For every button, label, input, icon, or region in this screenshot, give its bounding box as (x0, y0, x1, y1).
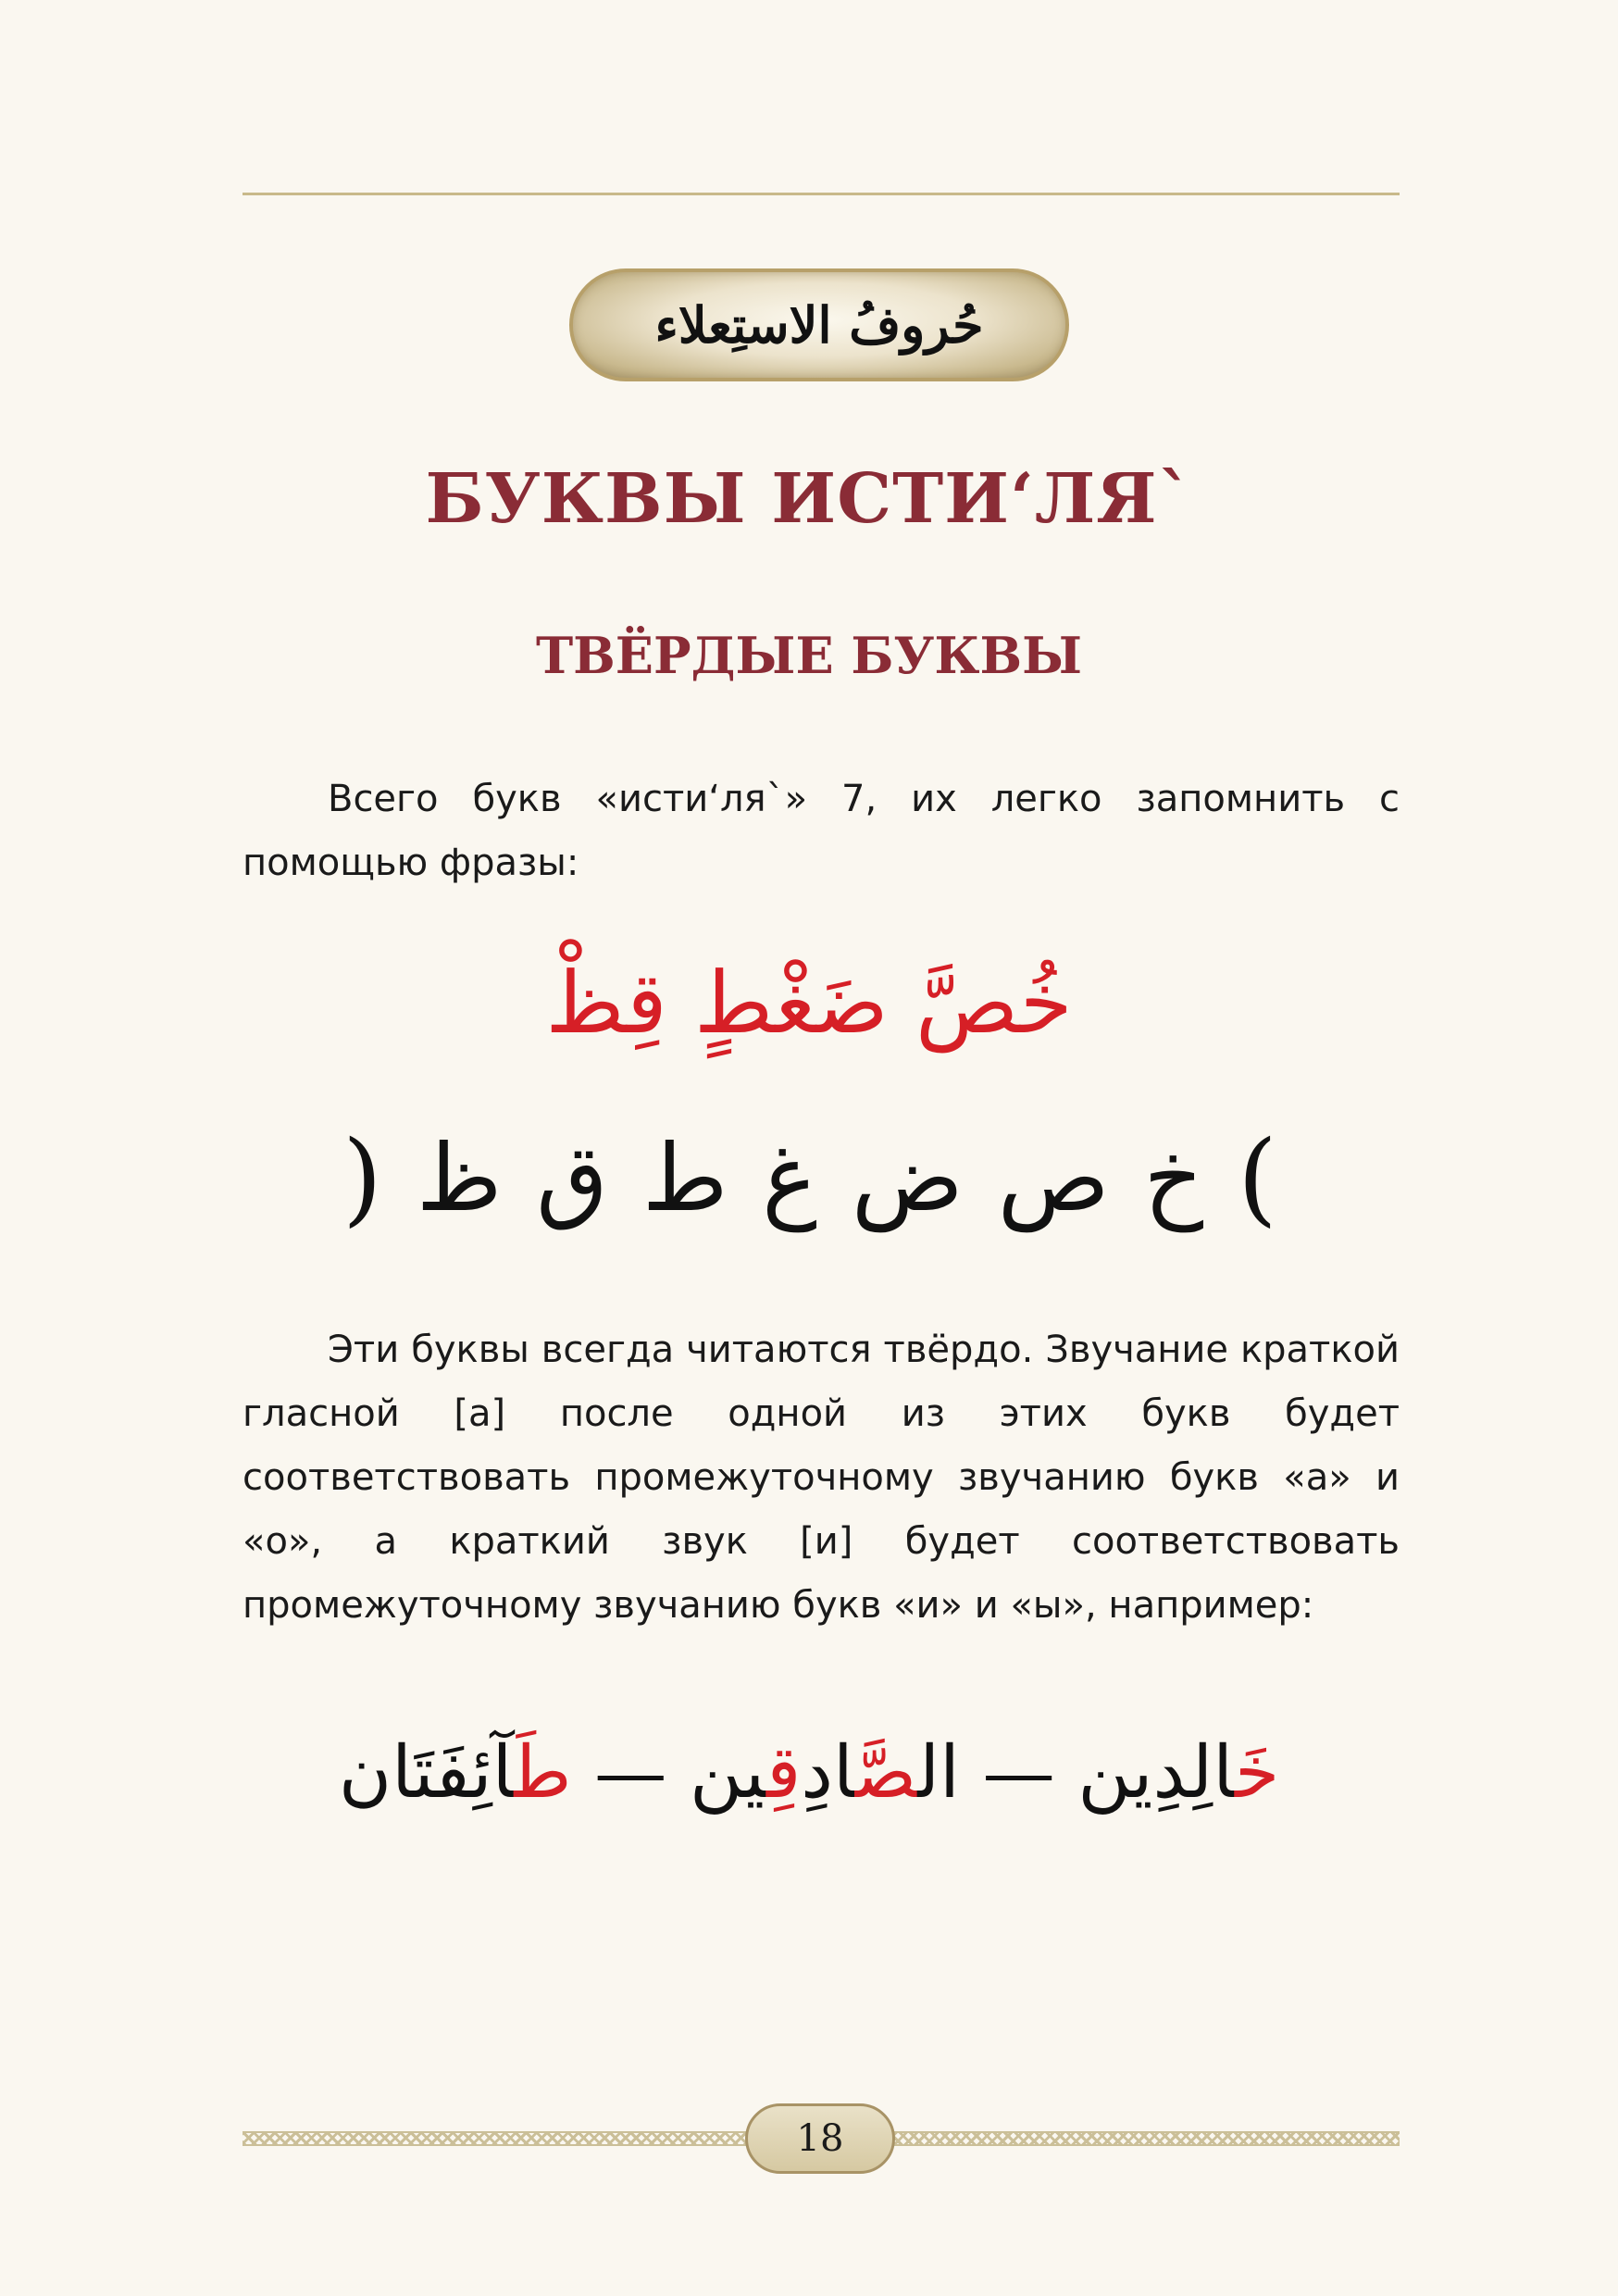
page-number-badge (745, 2103, 895, 2174)
main-heading: БУКВЫ ИСТИʻЛЯ` (425, 459, 1193, 539)
example-2-highlight: صَّ (854, 1731, 918, 1815)
explanation-paragraph: Эти буквы всегда читаются твёрдо. Звучание краткой гласной [а] после одной из этих букв будет соответствовать промежуточному звучанию букв «а» и «о», а краткий звук [и] будет соответствовать промежуточному звучанию букв «и» и «ы», например: (243, 1329, 1400, 1627)
example-2-middle: ادِ (801, 1731, 855, 1815)
letter-za: ظ (416, 1123, 503, 1232)
letter-ghayn: غ (762, 1123, 817, 1232)
arabic-title-badge (569, 268, 1069, 381)
example-3-highlight: طَ (514, 1731, 572, 1815)
page-number: 18 (796, 2117, 844, 2160)
example-1-highlight: خَ (1234, 1731, 1280, 1815)
close-paren: ) (342, 1118, 382, 1237)
sub-heading: ТВЁРДЫЕ БУКВЫ (535, 626, 1083, 685)
letter-ta: ط (641, 1123, 728, 1232)
arabic-title: حُروفُ الاستِعلاء (654, 295, 984, 355)
example-2-suffix: ين (690, 1731, 766, 1815)
example-1-rest: الِدِين (1077, 1731, 1235, 1815)
separator-2: — (571, 1731, 691, 1815)
letter-kha: خ (1143, 1123, 1204, 1232)
letter-dad: ض (851, 1123, 964, 1232)
arabic-letters-row (342, 1118, 1277, 1237)
letter-qaf: ق (536, 1123, 608, 1232)
footer-ornament-right (889, 2131, 1400, 2146)
arabic-mnemonic-phrase: خُصَّ ضَغْطٍ قِظْ (545, 954, 1073, 1053)
example-2-prefix: ال (917, 1731, 960, 1815)
arabic-examples (0, 1731, 1618, 1815)
example-3-rest: آئِفَتَان (338, 1731, 515, 1815)
separator-1: — (959, 1731, 1078, 1815)
example-2-highlight-2: قِ (765, 1731, 802, 1815)
intro-paragraph: Всего букв «истиʻля`» 7, их легко запомнить с помощью фразы: (243, 778, 1400, 884)
top-divider (243, 193, 1400, 195)
open-paren: ( (1238, 1118, 1277, 1237)
footer-ornament-left (243, 2131, 747, 2146)
letter-sad: ص (997, 1123, 1110, 1232)
